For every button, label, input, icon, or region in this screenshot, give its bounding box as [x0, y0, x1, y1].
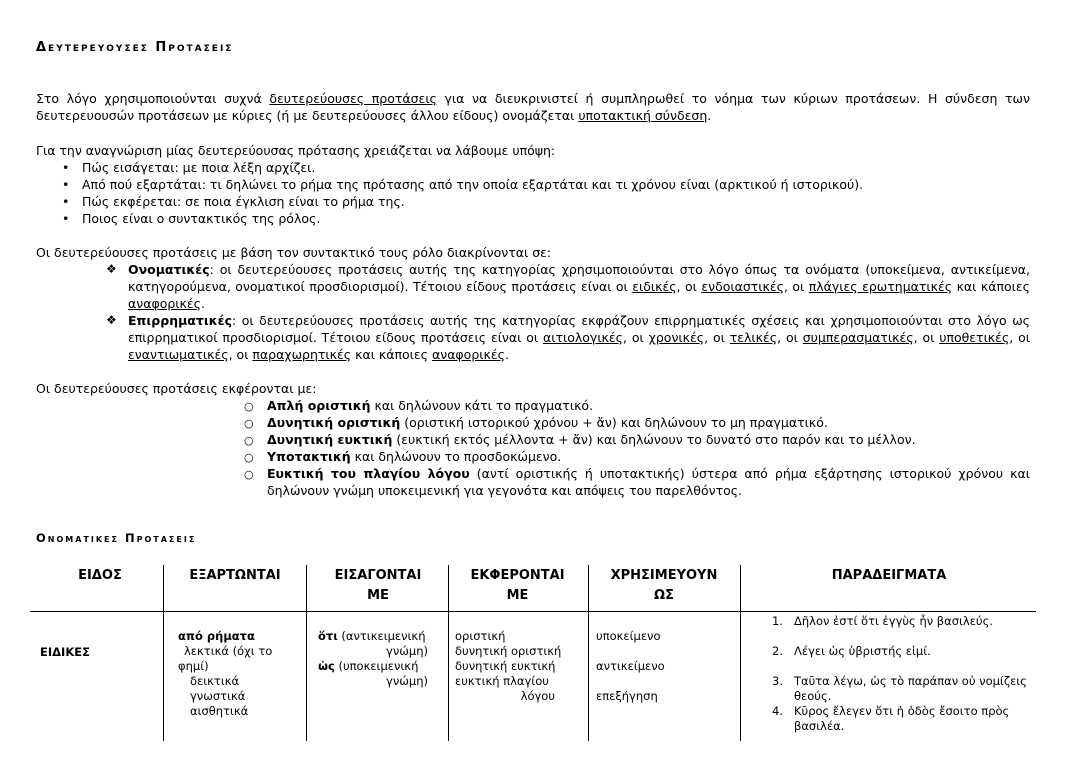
cell-depends-on — [178, 629, 306, 719]
row-type: ΕΙΔΙΚΕΣ — [40, 645, 90, 659]
bullet-icon: • — [62, 211, 70, 226]
cell-line: αισθητικά — [190, 704, 249, 718]
separator: , οι — [676, 279, 702, 294]
bullet-icon: • — [62, 160, 70, 175]
term-link: εναντιωματικές — [128, 347, 229, 362]
diamond-bullet-icon: ❖ — [106, 262, 117, 276]
form-name: Υποτακτική — [267, 449, 351, 464]
conjunction: ὅτι — [318, 629, 338, 643]
header-label: ΧΡΗΣΙΜΕΥΟΥΝ — [610, 568, 718, 583]
cell-line: από ρήματα — [178, 629, 255, 643]
list-item — [36, 210, 1030, 227]
page-title: Δευτερευουσες Προτασεις — [36, 40, 234, 55]
term-subordinate-connection: υποτακτική σύνδεση — [578, 108, 708, 123]
recognition-lead: Για την αναγνώριση μίας δευτερεύουσας πρότασης χρειάζεται να λάβουμε υπόψη: — [36, 143, 556, 158]
separator: , οι — [777, 330, 803, 345]
form-name: Απλή οριστική — [267, 398, 371, 413]
column-header — [166, 566, 304, 586]
column-header — [742, 566, 1036, 586]
cell-line: επεξήγηση — [596, 689, 658, 703]
example-number: 2. — [772, 644, 783, 658]
column-header — [40, 566, 160, 586]
header-label: ΕΙΣΑΓΟΝΤΑΙ — [334, 568, 422, 583]
intro-text: Στο λόγο χρησιμοποιούνται συχνά — [36, 91, 270, 106]
cell-line: φημί) — [178, 659, 209, 673]
separator: , οι — [623, 330, 649, 345]
list-item-text: Πώς εισάγεται: με ποια λέξη αρχίζει. — [82, 160, 316, 175]
list-item — [36, 193, 1030, 210]
cell-line: αντικείμενο — [596, 659, 665, 673]
circle-bullet-icon: ○ — [244, 434, 254, 447]
cell-line: δυνητική ευκτική — [455, 659, 556, 673]
separator: , οι — [228, 347, 253, 362]
category-text: : οι δευτερεύουσες προτάσεις αυτής της κατηγορίας εκφράζουν επιρρηματικές σχέσεις και χρησιμοποιούνται στο λόγο ως επιρρηματικοί προσδιορισμοί. Τέτοιου είδους προτάσεις είναι οι — [128, 313, 1030, 345]
form-desc: και δηλώνουν το προσδοκώμενο. — [350, 449, 562, 464]
form-name: Δυνητική οριστική — [267, 415, 401, 430]
form-desc: και δηλώνουν κάτι το πραγματικό. — [370, 398, 594, 413]
form-item — [267, 397, 1030, 414]
term-link: υποθετικές — [939, 330, 1010, 345]
recognition-list — [36, 159, 1030, 227]
cell-text: (αντικειμενική — [337, 629, 426, 643]
header-label: ΕΞΑΡΤΩΝΤΑΙ — [189, 568, 281, 583]
column-header — [309, 566, 447, 606]
section-title: Ονοματικες Προτασεις — [36, 531, 197, 545]
table-column-divider — [588, 565, 589, 741]
term-link: πλάγιες ερωτηματικές — [808, 279, 953, 294]
bullet-icon: • — [62, 177, 70, 192]
term-link: αιτιολογικές — [543, 330, 624, 345]
cell-line: λόγου — [520, 689, 555, 703]
example-number: 3. — [772, 674, 783, 688]
category-adverbial — [128, 312, 1030, 363]
category-text: : οι δευτερεύουσες προτάσεις αυτής της κατηγορίας χρησιμοποιούνται στο λόγο όπως τα ονόματα (υποκείμενα, αντικείμενα, κατηγορούμενα, ονοματικοί προσδιορισμοί). Τέτοιου είδους προτάσεις είναι οι — [128, 262, 1030, 294]
column-header — [450, 566, 585, 606]
separator: , οι — [913, 330, 940, 345]
roles-lead: Οι δευτερεύουσες προτάσεις με βάση τον συντακτικό τους ρόλο διακρίνονται σε: — [36, 245, 552, 260]
cell-serves-as — [596, 629, 736, 704]
cell-introduced-by — [318, 629, 428, 689]
cell-line: ευκτική πλαγίου — [455, 674, 549, 688]
form-desc: (ευκτική εκτός μέλλοντα + ἄν) και δηλώνουν το δυνατό στο παρόν και το μέλλον. — [392, 432, 916, 447]
category-title: Ονοματικές — [128, 262, 210, 277]
form-name: Ευκτική του πλαγίου λόγου — [267, 466, 470, 481]
header-label: ΩΣ — [654, 588, 674, 603]
intro-text: . — [707, 108, 712, 123]
cell-line — [318, 629, 428, 644]
form-item — [267, 414, 1030, 431]
circle-bullet-icon: ○ — [244, 451, 254, 464]
diamond-bullet-icon: ❖ — [106, 313, 117, 327]
circle-bullet-icon: ○ — [244, 400, 254, 413]
term-link: παραχωρητικές — [252, 347, 352, 362]
column-header — [590, 566, 738, 606]
list-item — [36, 176, 1030, 193]
term-link: αναφορικές — [128, 296, 201, 311]
intro-text: για να διευκρινιστεί ή συμπληρωθεί το νόημα των κύριων προτάσεων. Η σύνδεση των δευτερευουσών προτάσεων με κύριες (ή με δευτερεύουσες άλλου είδους) ονομάζεται — [36, 91, 1031, 123]
circle-bullet-icon: ○ — [244, 468, 254, 481]
term-link: τελικές — [729, 330, 778, 345]
header-label: ΠΑΡΑΔΕΙΓΜΑΤΑ — [831, 568, 947, 583]
circle-bullet-icon: ○ — [244, 417, 254, 430]
examples-list — [772, 614, 1030, 734]
example-text: Κῦρος ἔλεγεν ὅτι ἡ ὁδὸς ἔσοιτο πρὸς βασιλέα. — [794, 704, 1010, 733]
list-item — [36, 159, 1030, 176]
bullet-icon: • — [62, 194, 70, 209]
forms-lead: Οι δευτερεύουσες προτάσεις εκφέρονται με: — [36, 381, 317, 396]
table-column-divider — [448, 565, 449, 741]
cell-text: (υποκειμενική — [334, 659, 419, 673]
term-link: ενδοιαστικές — [701, 279, 784, 294]
cell-line — [318, 659, 428, 674]
form-desc: (αντί οριστικής ή υποτακτικής) ύστερα από ρήμα εξάρτησης ιστορικού χρόνου και δηλώνουν γνώμη υποκειμενική για γεγονότα και απόψεις του παρελθόντος. — [267, 466, 1030, 498]
cell-line: δεικτικά — [190, 674, 240, 688]
example-item — [772, 644, 1030, 659]
form-item — [267, 465, 1030, 499]
separator: . — [504, 347, 509, 362]
header-label: ΜΕ — [367, 588, 389, 603]
separator: . — [200, 296, 205, 311]
header-label: ΕΙΔΟΣ — [78, 568, 122, 583]
cell-expressed-with — [455, 629, 575, 704]
example-item — [772, 704, 1030, 734]
table-column-divider — [306, 565, 307, 741]
list-item-text: Πώς εκφέρεται: σε ποια έγκλιση είναι το ρήμα της. — [82, 194, 405, 209]
example-item — [772, 614, 1030, 629]
table-column-divider — [740, 565, 741, 741]
term-secondary-clauses: δευτερεύουσες προτάσεις — [269, 91, 437, 106]
form-desc: (οριστική ιστορικού χρόνου + ἄν) και δηλώνουν το μη πραγματικό. — [400, 415, 828, 430]
example-text: Δῆλον ἐστί ὅτι ἐγγὺς ἦν βασιλεύς. — [794, 614, 993, 628]
cell-line: δυνητική οριστική — [455, 644, 562, 658]
cell-line: γνώμη) — [386, 644, 428, 658]
conjunction: ὡς — [318, 659, 335, 673]
separator: , οι — [704, 330, 730, 345]
intro-paragraph — [36, 90, 1030, 124]
separator: και κάποιες — [952, 279, 1030, 294]
separator: , οι — [1009, 330, 1030, 345]
header-label: ΜΕ — [506, 588, 529, 603]
term-link: συμπερασματικές — [802, 330, 914, 345]
category-nominal — [128, 261, 1030, 312]
list-item-text: Ποιος είναι ο συντακτικός της ρόλος. — [82, 211, 321, 226]
header-label: ΕΚΦΕΡΟΝΤΑΙ — [470, 568, 565, 583]
form-name: Δυνητική ευκτική — [267, 432, 393, 447]
cell-line: γνώμη) — [386, 674, 428, 688]
example-item — [772, 674, 1030, 704]
list-item-text: Από πού εξαρτάται: τι δηλώνει το ρήμα της πρότασης από την οποία εξαρτάται και τι χρόνου είναι (αρκτικού ή ιστορικού). — [82, 177, 864, 192]
cell-line: οριστική — [455, 629, 506, 643]
example-text: Ταῦτα λέγω, ὡς τὸ παράπαν οὐ νομίζεις θεούς. — [794, 674, 1027, 703]
cell-line: λεκτικά (όχι το — [184, 644, 273, 658]
table-column-divider — [163, 565, 164, 741]
term-link: χρονικές — [648, 330, 705, 345]
separator: , οι — [783, 279, 809, 294]
example-text: Λέγει ὡς ὑβριστής εἰμί. — [794, 644, 931, 658]
example-number: 1. — [772, 614, 783, 628]
term-link: αναφορικές — [431, 347, 505, 362]
cell-line: υποκείμενο — [596, 629, 661, 643]
example-number: 4. — [772, 704, 783, 718]
separator: και κάποιες — [351, 347, 432, 362]
form-item — [267, 431, 1030, 448]
table-header-divider — [30, 611, 1036, 612]
form-item — [267, 448, 1030, 465]
term-link: ειδικές — [632, 279, 677, 294]
cell-line: γνωστικά — [190, 689, 246, 703]
category-title: Επιρρηματικές — [128, 313, 232, 328]
